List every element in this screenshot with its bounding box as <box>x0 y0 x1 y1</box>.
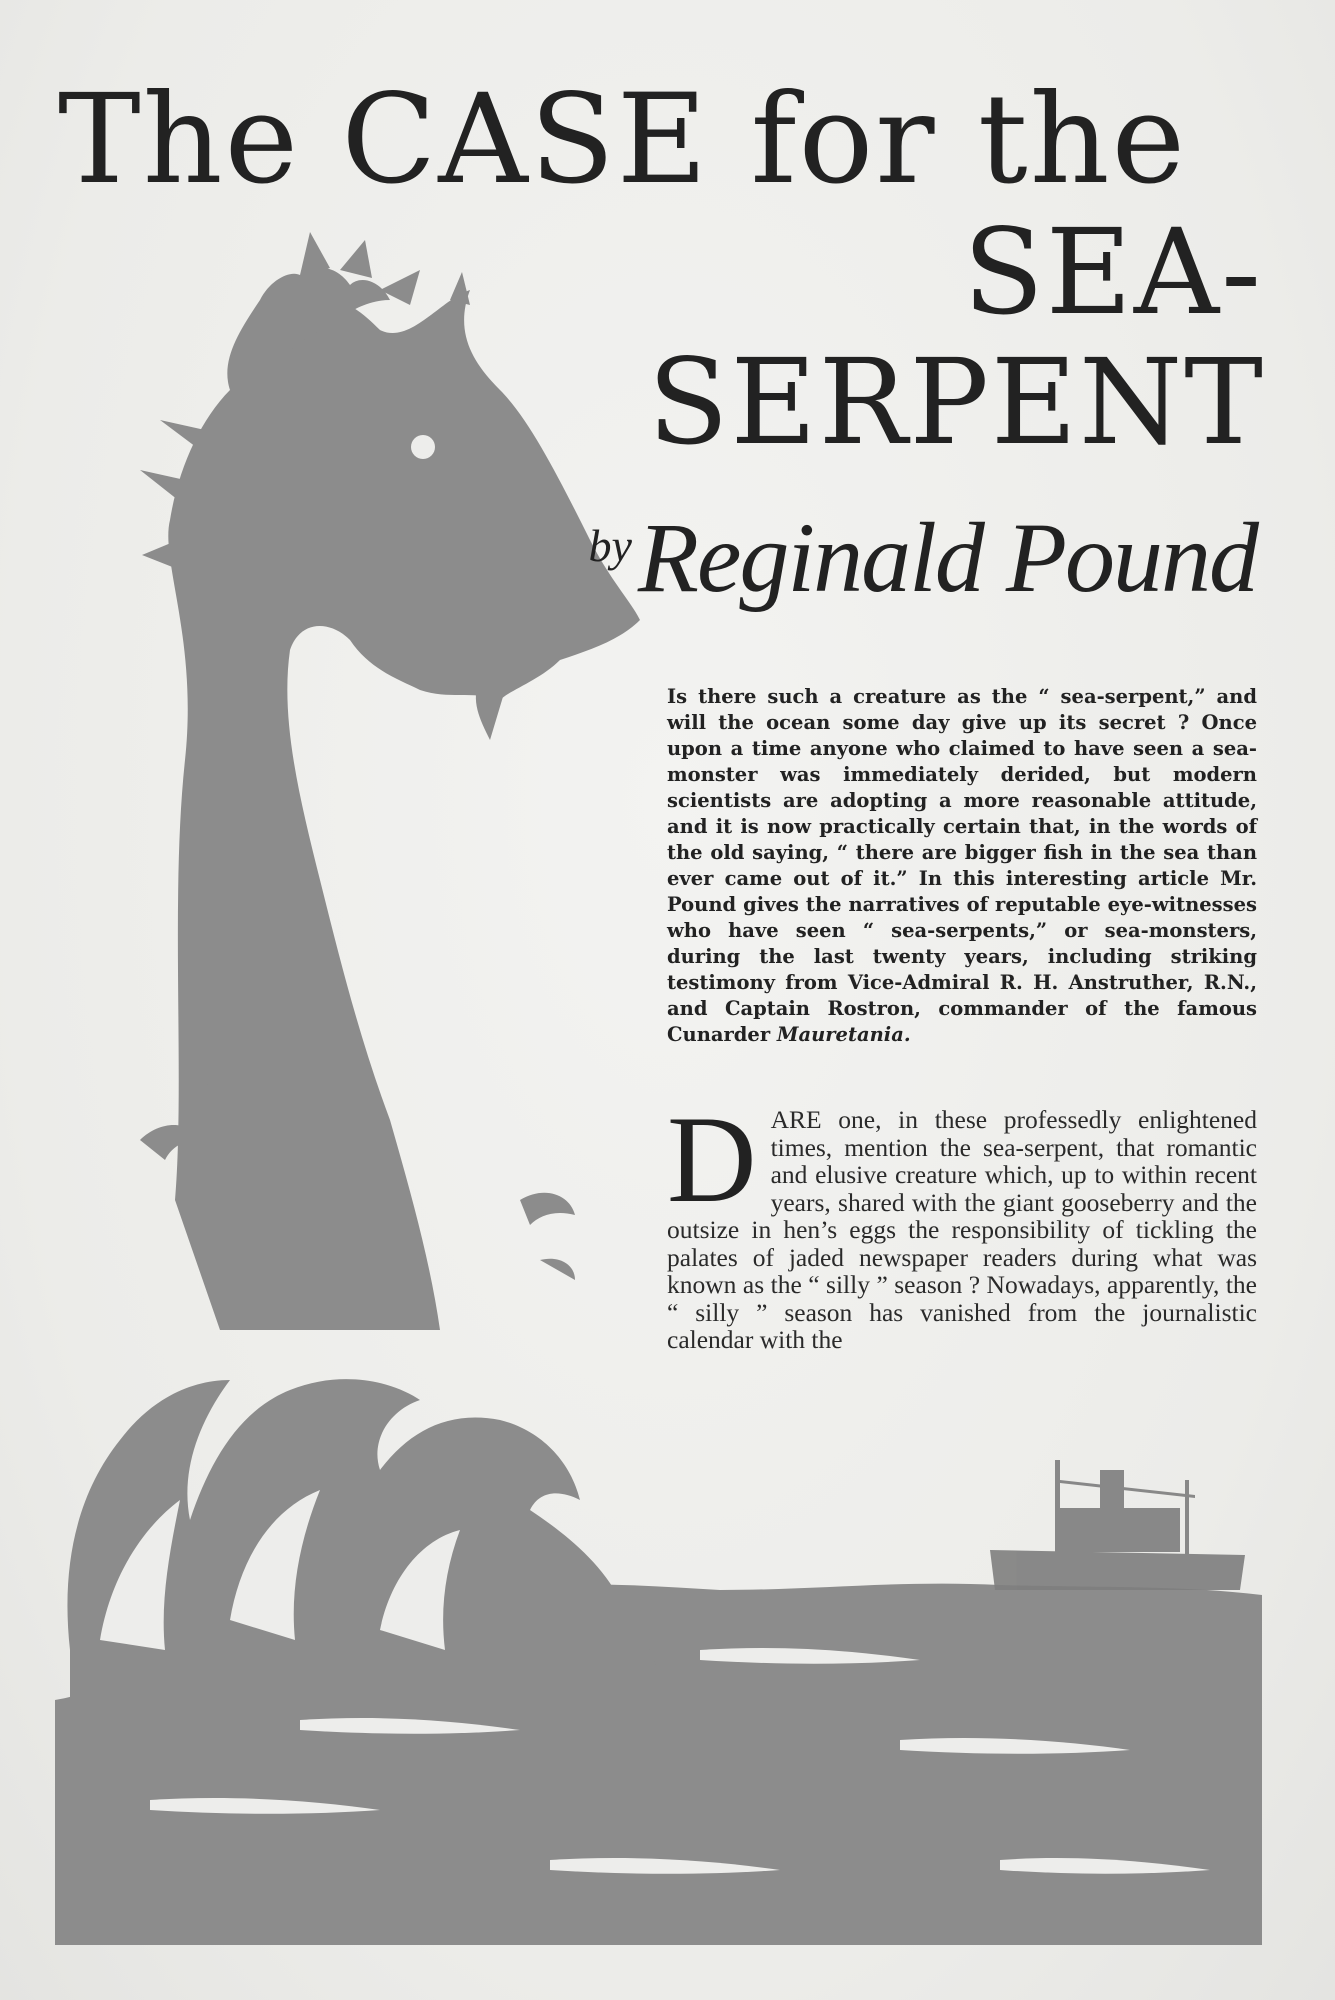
body-paragraph <box>667 1091 1257 1354</box>
byline <box>588 500 1257 615</box>
author-name: Reginald Pound <box>637 502 1257 613</box>
title-line-2: SEA- <box>962 203 1263 341</box>
ship <box>990 1460 1245 1590</box>
drop-cap: D <box>667 1091 757 1228</box>
title-line-1: The CASE for the <box>58 68 1187 212</box>
intro-text: Is there such a creature as the “ sea-serpent,” and will the ocean some day give up its secret ? Once upon a time anyone who claimed to have seen a sea-monster was immediately derided, but modern scientists are adopting a more reasonable attitude, and it is now practically certain that, in the words of the old saying, “ there are bigger fish in the sea than ever came out of it.” In this interesting article Mr. Pound gives the narratives of reputable eye-witnesses who have seen “ sea-serpents,” or sea-monsters, during the last twenty years, including striking testimony from Vice-Admiral R. H. Anstruther, R.N., and Captain Rostron, commander of the famous Cunarder <box>667 685 1257 1046</box>
title-line-3: SERPENT <box>647 333 1265 471</box>
intro-paragraph <box>667 684 1257 1048</box>
serpent-beard <box>476 680 505 740</box>
body-text: ARE one, in these professedly enlightened times, mention the sea-serpent, that romantic and elusive creature which, up to within recent years, shared with the giant gooseberry and the outsize in hen’s eggs the responsibility of tickling the palates of jaded newspaper readers during what was known as the “ silly ” season ? Nowadays, apparently, the “ silly ” season has vanished from the journalistic calendar with the <box>667 1105 1257 1354</box>
serpent-neck <box>168 290 640 1330</box>
byline-by: by <box>588 520 632 571</box>
ship-name: Mauretania. <box>776 1023 911 1046</box>
